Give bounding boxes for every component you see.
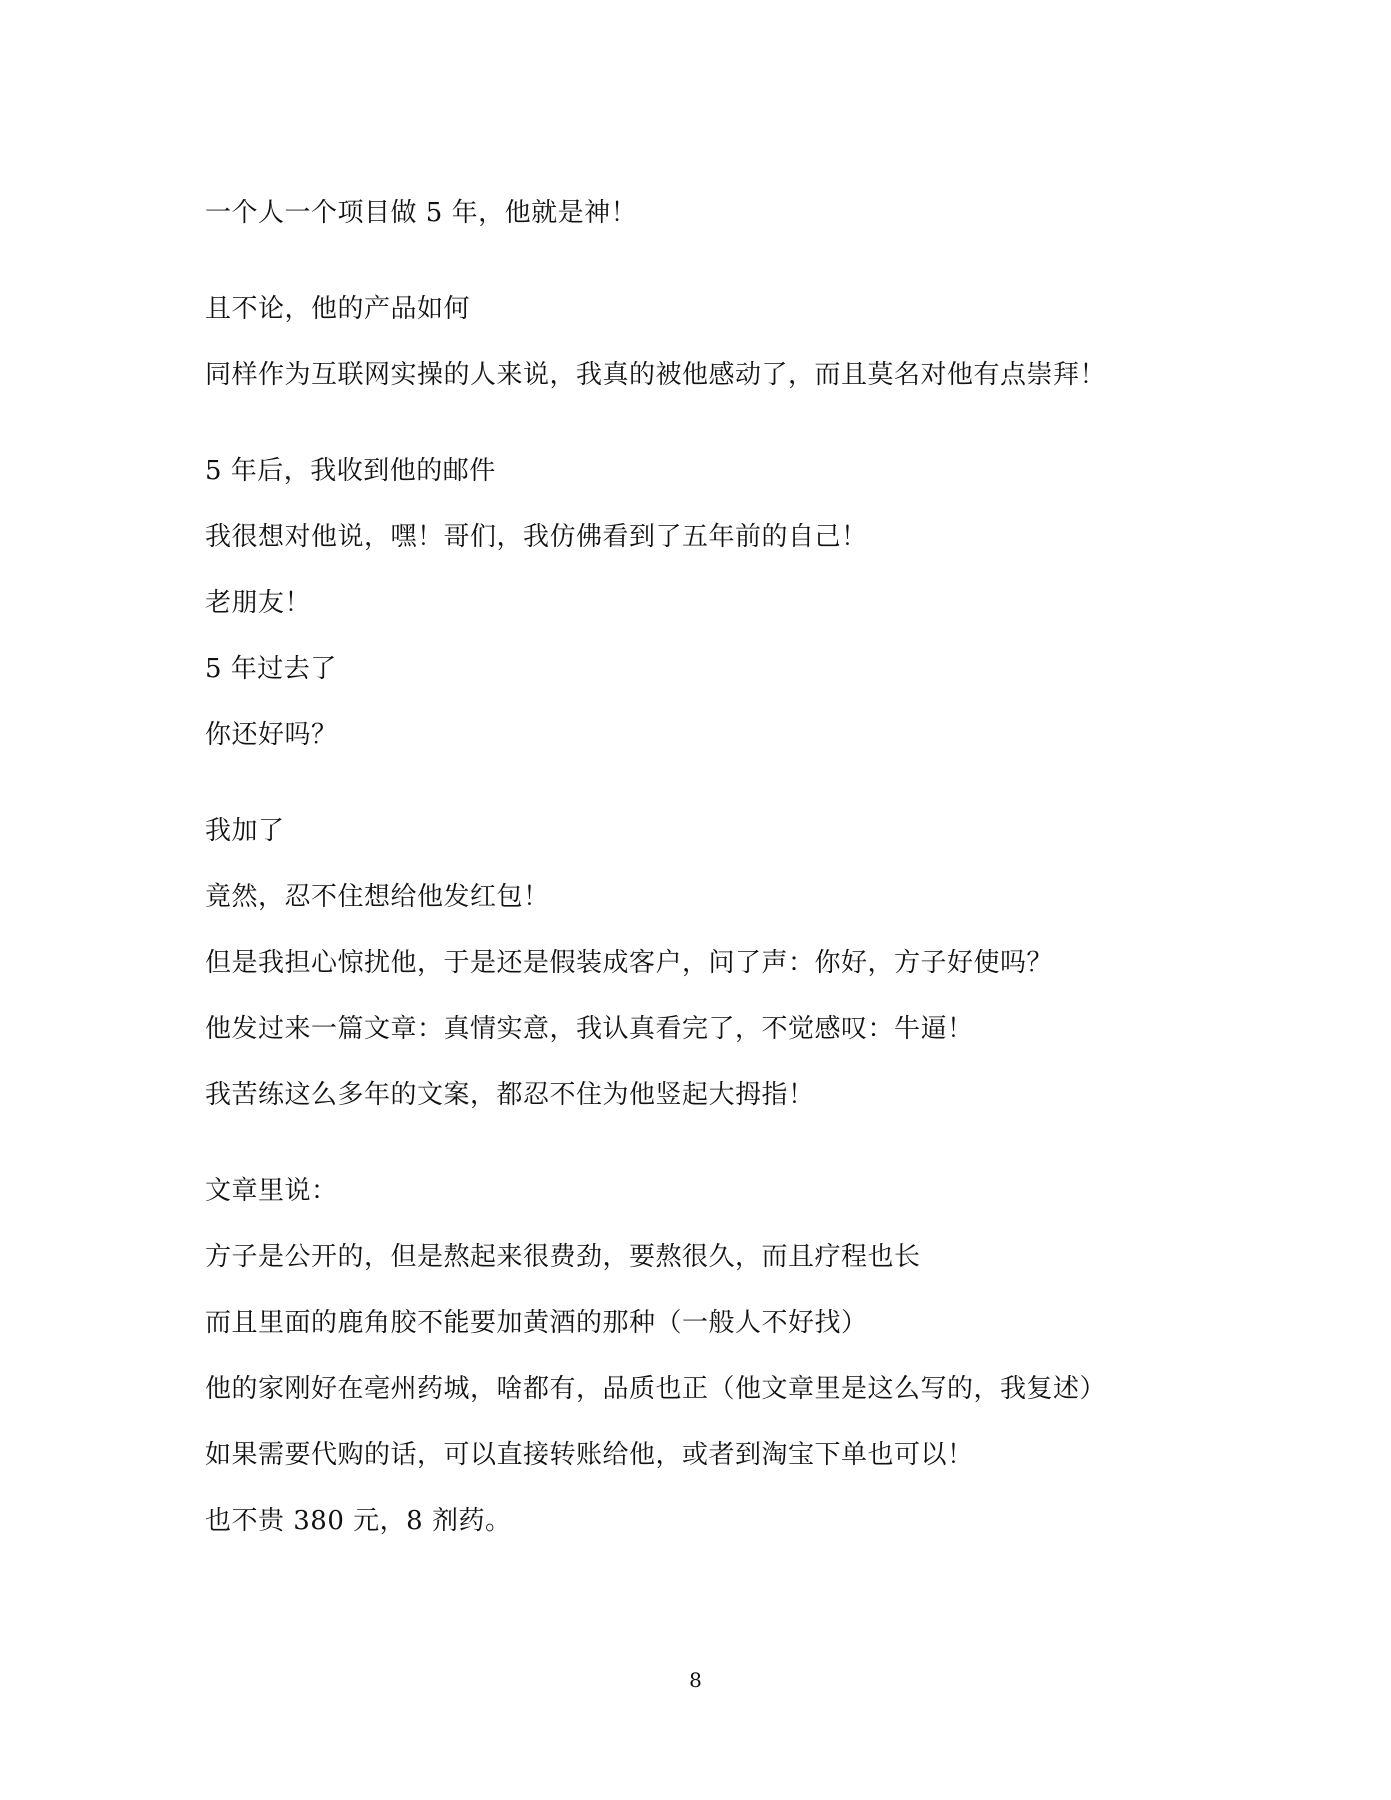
text-line: 我加了 [205, 816, 285, 846]
text-line: 5 年后，我收到他的邮件 [205, 456, 496, 486]
text-line: 他发过来一篇文章：真情实意，我认真看完了，不觉感叹：牛逼！ [205, 1014, 974, 1044]
text-line: 老朋友！ [205, 588, 312, 618]
text-line: 我苦练这么多年的文案，都忍不住为他竖起大拇指！ [205, 1080, 815, 1110]
text-line: 且不论，他的产品如何 [205, 294, 471, 324]
text-line: 而且里面的鹿角胶不能要加黄酒的那种（一般人不好找） [205, 1308, 868, 1338]
text-line: 方子是公开的，但是熬起来很费劲，要熬很久，而且疗程也长 [205, 1242, 921, 1272]
text-line: 你还好吗？ [205, 720, 338, 750]
text-line: 也不贵 380 元，8 剂药。 [205, 1506, 512, 1536]
text-line: 如果需要代购的话，可以直接转账给他，或者到淘宝下单也可以！ [205, 1440, 974, 1470]
text-line: 竟然，忍不住想给他发红包！ [205, 882, 550, 912]
text-line: 5 年过去了 [205, 654, 337, 684]
text-line: 同样作为互联网实操的人来说，我真的被他感动了，而且莫名对他有点崇拜！ [205, 360, 1107, 390]
text-line: 一个人一个项目做 5 年，他就是神！ [205, 198, 638, 228]
text-line: 我很想对他说，嘿！哥们，我仿佛看到了五年前的自己！ [205, 522, 868, 552]
text-line: 他的家刚好在亳州药城，啥都有，品质也正（他文章里是这么写的，我复述） [205, 1374, 1107, 1404]
page-number: 8 [689, 1668, 702, 1692]
text-line: 文章里说： [205, 1176, 338, 1206]
text-line: 但是我担心惊扰他，于是还是假装成客户，问了声：你好，方子好使吗？ [205, 948, 1054, 978]
